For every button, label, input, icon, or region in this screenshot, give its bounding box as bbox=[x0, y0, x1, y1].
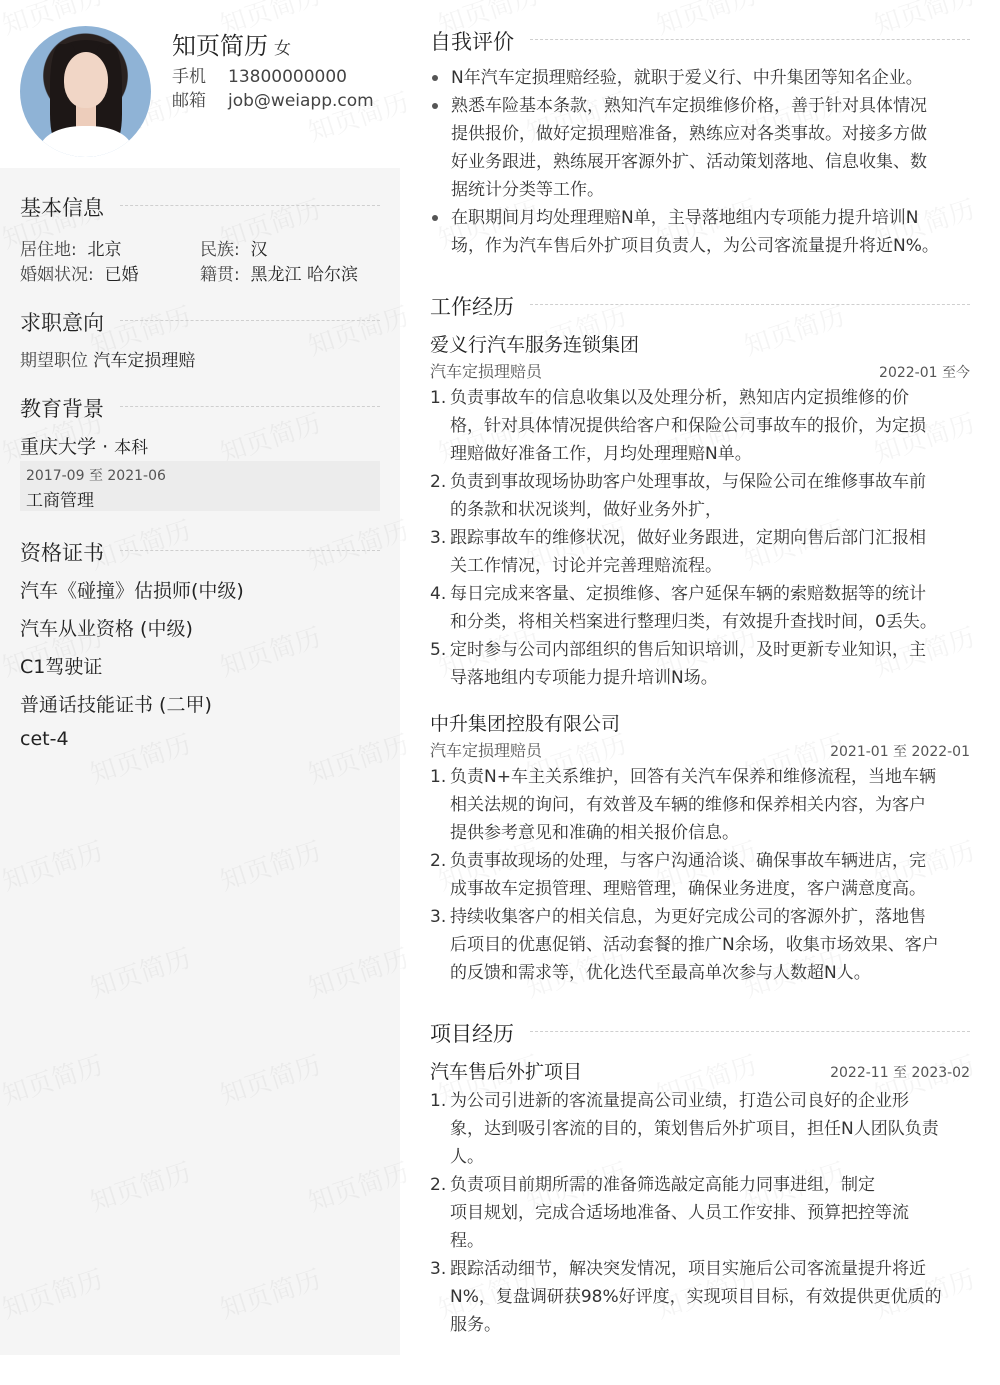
self-eval-line: N年汽车定损理赔经验，就职于爱义行、中升集团等知名企业。 bbox=[451, 68, 923, 88]
section-title-education: 教育背景 bbox=[20, 397, 104, 421]
job-duty-item bbox=[430, 847, 970, 903]
duty-line: 负责到事故现场协助客户处理事故，与保险公司在维修事故车前 bbox=[450, 472, 926, 492]
ethnicity-label: 民族: bbox=[200, 240, 240, 260]
project-item bbox=[430, 1171, 970, 1255]
school-separator: · bbox=[102, 436, 109, 458]
education-detail-box bbox=[20, 461, 380, 511]
item-number: 2. bbox=[430, 1175, 447, 1195]
project-line: 项目规划，完成合适场地准备、人员工作安排、预算把控等流 bbox=[450, 1203, 909, 1223]
origin-value: 黑龙江 哈尔滨 bbox=[250, 265, 358, 285]
self-eval-line: 提供报价，做好定损理赔准备，熟练应对各类事故。对接多方做 bbox=[451, 124, 927, 144]
watermark-text bbox=[739, 296, 849, 363]
phone-value: 13800000000 bbox=[228, 67, 347, 87]
job-duty-item bbox=[430, 636, 970, 692]
project-line: 为公司引进新的客流量提高公司业绩，打造公司良好的企业形 bbox=[450, 1091, 909, 1111]
school-line bbox=[20, 432, 148, 459]
project-name: 汽车售后外扩项目 bbox=[430, 1061, 583, 1083]
origin-label: 籍贯: bbox=[200, 265, 240, 285]
certificate-item: 汽车《碰撞》估损师(中级) bbox=[20, 580, 244, 602]
self-eval-line: 好业务跟进，熟练展开客源外扩、活动策划落地、信息收集、数 bbox=[451, 152, 927, 172]
job-dates: 2021-01 至 2022-01 bbox=[830, 744, 970, 760]
section-divider bbox=[120, 320, 380, 321]
company-name: 爱义行汽车服务连锁集团 bbox=[430, 334, 640, 356]
certificate-item: C1驾驶证 bbox=[20, 656, 103, 678]
section-divider bbox=[530, 304, 970, 305]
project-line: N%，复盘调研获98%好评度，实现项目目标，有效提供更优质的 bbox=[450, 1287, 942, 1307]
item-number: 4. bbox=[430, 584, 447, 604]
marital-value: 已婚 bbox=[104, 265, 139, 285]
avatar bbox=[20, 26, 151, 157]
project-line: 程。 bbox=[450, 1231, 484, 1251]
duty-line: 负责事故现场的处理，与客户沟通洽谈、确保事故车辆进店，完 bbox=[450, 851, 926, 871]
job-role: 汽车定损理赔员 bbox=[430, 362, 543, 381]
item-number: 3. bbox=[430, 907, 447, 927]
origin-field bbox=[200, 260, 358, 285]
job-duty-item bbox=[430, 580, 970, 636]
ethnicity-value: 汉 bbox=[250, 240, 268, 260]
duty-line: 相关法规的询问，有效普及车辆的维修和保养相关内容，为客户 bbox=[450, 795, 926, 815]
project-line: 负责项目前期所需的准备筛选敲定高能力同事进组，制定 bbox=[450, 1175, 875, 1195]
section-divider bbox=[120, 205, 380, 206]
school-name: 重庆大学 bbox=[20, 436, 97, 458]
duty-line: 负责事故车的信息收集以及处理分析，熟知店内定损维修的价 bbox=[450, 388, 909, 408]
job-duty-item bbox=[430, 903, 970, 987]
bullet-dot bbox=[432, 103, 438, 109]
item-number: 1. bbox=[430, 388, 447, 408]
section-title-self-eval: 自我评价 bbox=[430, 30, 514, 54]
intent-label: 期望职位 bbox=[20, 351, 88, 371]
job-role: 汽车定损理赔员 bbox=[430, 741, 543, 760]
email-label: 邮箱 bbox=[172, 91, 206, 111]
certificate-item: 普通话技能证书 (二甲) bbox=[20, 694, 212, 716]
job-duty-item bbox=[430, 524, 970, 580]
bullet-dot bbox=[432, 75, 438, 81]
project-dates: 2022-11 至 2023-02 bbox=[830, 1065, 970, 1081]
email-line bbox=[172, 86, 374, 111]
section-divider bbox=[120, 550, 380, 551]
duty-line: 定时参与公司内部组织的售后知识培训，及时更新专业知识，主 bbox=[450, 640, 926, 660]
project-line: 跟踪活动细节，解决突发情况，项目实施后公司客流量提升将近 bbox=[450, 1259, 926, 1279]
residence-value: 北京 bbox=[87, 240, 122, 260]
self-eval-item bbox=[451, 92, 927, 204]
duty-line: 每日完成来客量、定损维修、客户延保车辆的索赔数据等的统计 bbox=[450, 584, 926, 604]
phone-label: 手机 bbox=[172, 67, 206, 87]
duty-line: 的反馈和需求等，优化迭代至最高单次参与人数超N人。 bbox=[450, 963, 871, 983]
section-divider bbox=[530, 1031, 970, 1032]
duty-line: 关工作情况，讨论并完善理赔流程。 bbox=[450, 556, 722, 576]
job-duty-item bbox=[430, 384, 970, 468]
item-number: 2. bbox=[430, 472, 447, 492]
job-dates: 2022-01 至今 bbox=[879, 365, 970, 381]
certificate-item: 汽车从业资格 (中级) bbox=[20, 618, 193, 640]
duty-line: 持续收集客户的相关信息，为更好完成公司的客源外扩，落地售 bbox=[450, 907, 926, 927]
project-item bbox=[430, 1087, 970, 1171]
item-number: 5. bbox=[430, 640, 447, 660]
residence-label: 居住地: bbox=[20, 240, 77, 260]
email-value: job@weiapp.com bbox=[228, 91, 374, 111]
section-title-basic: 基本信息 bbox=[20, 196, 104, 220]
item-number: 1. bbox=[430, 1091, 447, 1111]
company-name: 中升集团控股有限公司 bbox=[430, 713, 621, 735]
self-eval-item bbox=[451, 64, 923, 92]
profile-header bbox=[20, 26, 400, 156]
candidate-gender: 女 bbox=[274, 39, 291, 59]
project-line: 服务。 bbox=[450, 1315, 501, 1335]
duty-line: 成事故车定损管理、理赔管理，确保业务进度，客户满意度高。 bbox=[450, 879, 926, 899]
major: 工商管理 bbox=[26, 491, 94, 511]
section-divider bbox=[120, 406, 380, 407]
self-eval-line: 场，作为汽车售后外扩项目负责人，为公司客流量提升将近N%。 bbox=[451, 236, 939, 256]
degree: 本科 bbox=[114, 438, 149, 458]
duty-line: 理赔做好准备工作，月均处理理赔N单。 bbox=[450, 444, 752, 464]
duty-line: 提供参考意见和准确的相关报价信息。 bbox=[450, 823, 739, 843]
section-divider bbox=[530, 39, 970, 40]
item-number: 2. bbox=[430, 851, 447, 871]
duty-line: 跟踪事故车的维修状况，做好业务跟进，定期向售后部门汇报相 bbox=[450, 528, 926, 548]
watermark-text bbox=[651, 0, 761, 42]
intent-field bbox=[20, 346, 195, 371]
section-title-certificates: 资格证书 bbox=[20, 541, 104, 565]
duty-line: 和分类，将相关档案进行整理归类，有效提升查找时间，0丢失。 bbox=[450, 612, 937, 632]
duty-line: 格，针对具体情况提供给客户和保险公司事故车的报价，为定损 bbox=[450, 416, 926, 436]
watermark-text bbox=[869, 0, 979, 42]
self-eval-line: 在职期间月均处理理赔N单，主导落地组内专项能力提升培训N bbox=[451, 208, 919, 228]
section-title-project: 项目经历 bbox=[430, 1022, 514, 1046]
project-line: 人。 bbox=[450, 1147, 484, 1167]
duty-line: 后项目的优惠促销、活动套餐的推广N余场，收集市场效果、客户 bbox=[450, 935, 939, 955]
job-duty-item bbox=[430, 763, 970, 847]
self-eval-line: 熟悉车险基本条款，熟知汽车定损维修价格，善于针对具体情况 bbox=[451, 96, 927, 116]
section-title-work: 工作经历 bbox=[430, 295, 514, 319]
marital-field bbox=[20, 260, 139, 285]
phone-line bbox=[172, 62, 347, 87]
item-number: 3. bbox=[430, 528, 447, 548]
section-title-intent: 求职意向 bbox=[20, 311, 104, 335]
ethnicity-field bbox=[200, 235, 268, 260]
residence-field bbox=[20, 235, 122, 260]
name-line bbox=[172, 26, 291, 61]
self-eval-item bbox=[451, 204, 939, 260]
item-number: 1. bbox=[430, 767, 447, 787]
project-line: 象，达到吸引客流的目的，策划售后外扩项目，担任N人团队负责 bbox=[450, 1119, 939, 1139]
duty-line: 负责N+车主关系维护，回答有关汽车保养和维修流程，当地车辆 bbox=[450, 767, 936, 787]
marital-label: 婚姻状况: bbox=[20, 265, 94, 285]
education-dates: 2017-09 至 2021-06 bbox=[26, 468, 166, 484]
project-item bbox=[430, 1255, 970, 1339]
intent-value: 汽车定损理赔 bbox=[93, 351, 196, 371]
item-number: 3. bbox=[430, 1259, 447, 1279]
duty-line: 的条款和状况谈判，做好业务外扩， bbox=[450, 500, 722, 520]
duty-line: 导落地组内专项能力提升培训N场。 bbox=[450, 668, 718, 688]
job-duty-item bbox=[430, 468, 970, 524]
self-eval-line: 据统计分类等工作。 bbox=[451, 180, 604, 200]
certificate-item: cet-4 bbox=[20, 728, 69, 750]
candidate-name: 知页简历 bbox=[172, 32, 268, 60]
bullet-dot bbox=[432, 215, 438, 221]
